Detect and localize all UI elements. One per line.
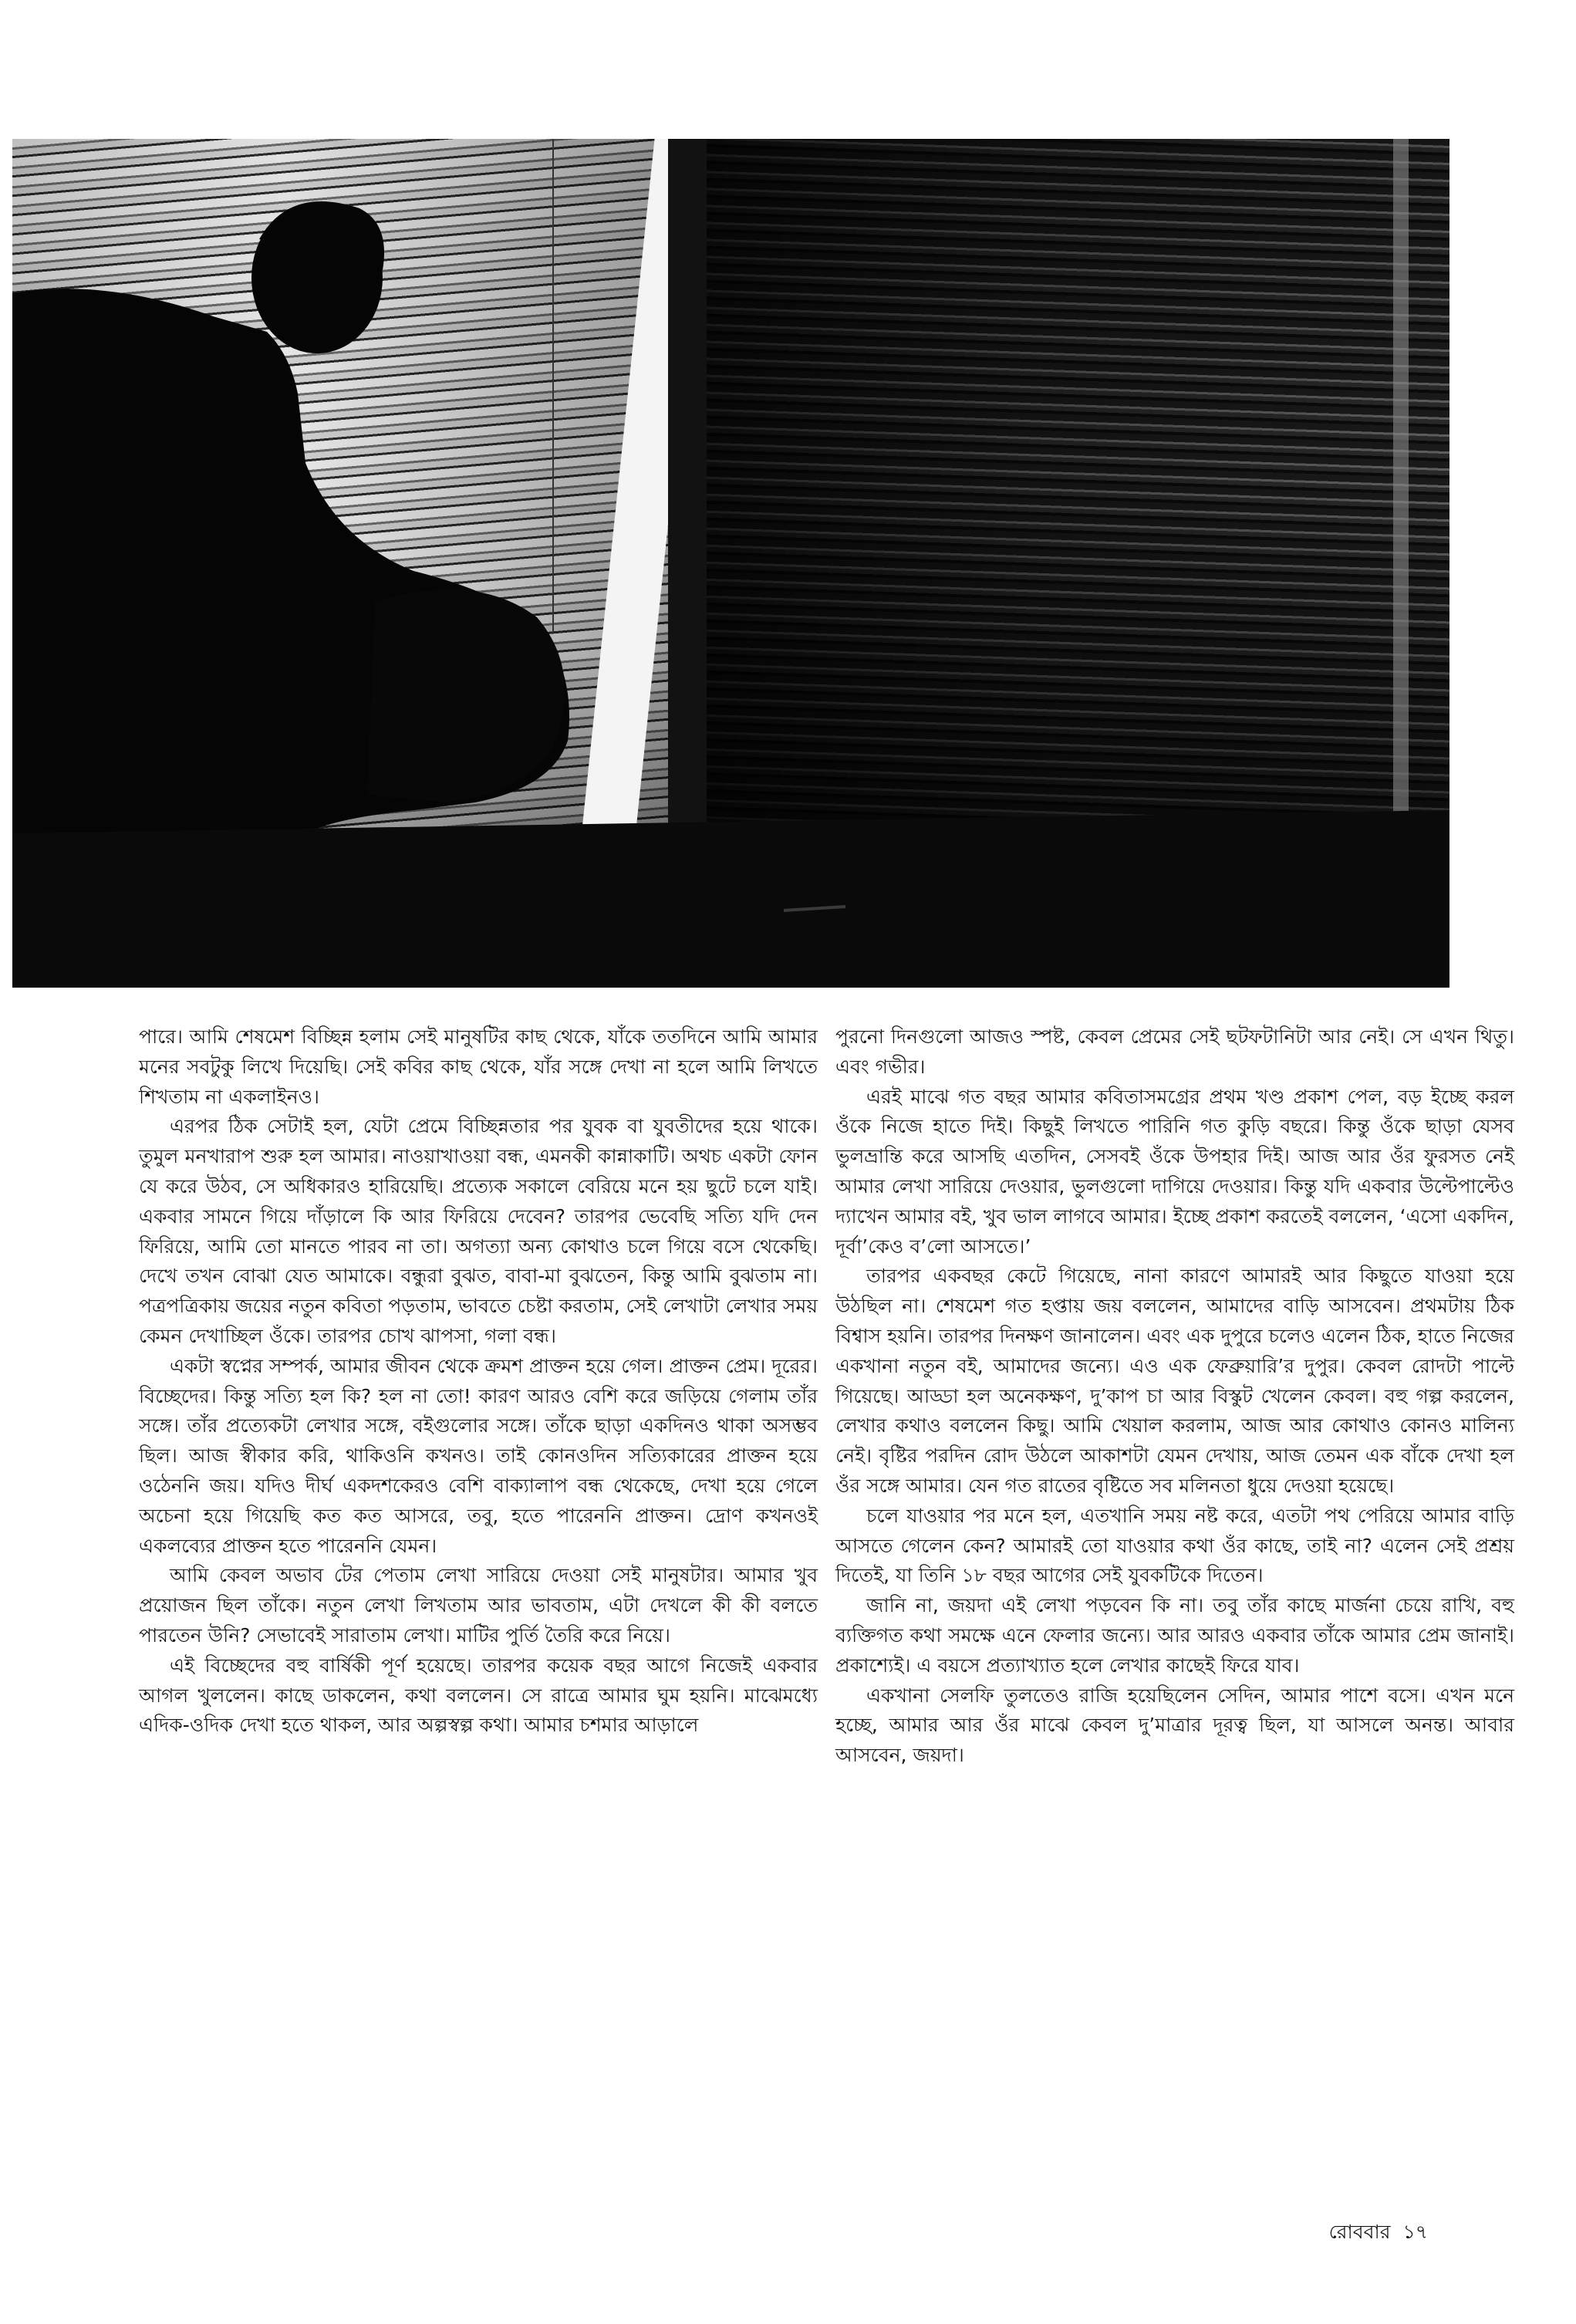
- paragraph: তারপর একবছর কেটে গিয়েছে, নানা কারণে আমারই আর কিছুতে যাওয়া হয়ে উঠছিল না। শেষমেশ গত হপ্তায় জয় বললেন, আমাদের বাড়ি আসবেন। প্রথমটায় ঠিক বিশ্বাস হয়নি। তারপর দিনক্ষণ জানালেন। এবং এক দুপুরে চলেও এলেন ঠিক, হাতে নিজের একখানা নতুন বই, আমাদের জন্যে। এও এক ফেব্রুয়ারি’র দুপুর। কেবল রোদটা পাল্টে গিয়েছে। আড্ডা হল অনেকক্ষণ, দু’কাপ চা আর বিস্কুট খেলেন কেবল। বহু গল্প করলেন, লেখার কথাও বললেন কিছু। আমি খেয়াল করলাম, আজ আর কোথাও কোনও মালিন্য নেই। বৃষ্টির পরদিন রোদ উঠলে আকাশটা যেমন দেখায়, আজ তেমন এক বাঁকে দেখা হল ওঁর সঙ্গে আমার। যেন গত রাতের বৃষ্টিতে সব মলিনতা ধুয়ে দেওয়া হয়েছে।: [835, 1265, 1514, 1497]
- paragraph: একখানা সেলফি তুলতেও রাজি হয়েছিলেন সেদিন, আমার পাশে বসে। এখন মনে হচ্ছে, আমার আর ওঁর মাঝে কেবল দু’মাত্রার দূরত্ব ছিল, যা আসলে অনন্ত। আবার আসবেন, জয়দা।: [835, 1684, 1514, 1767]
- publication-name: রোববার: [1328, 2221, 1391, 2243]
- paragraph: আমি কেবল অভাব টের পেতাম লেখা সারিয়ে দেওয়া সেই মানুষটার। আমার খুব প্রয়োজন ছিল তাঁকে। নতুন লেখা লিখতাম আর ভাবতাম, এটা দেখলে কী কী বলতে পারতেন উনি? সেভাবেই সারাতাম লেখা। মাটির পুর্তি তৈরি করে নিয়ে।: [139, 1564, 818, 1647]
- paragraph: পুরনো দিনগুলো আজও স্পষ্ট, কেবল প্রেমের সেই ছটফটানিটা আর নেই। সে এখন থিতু। এবং গভীর।: [835, 1025, 1514, 1078]
- paragraph: এরই মাঝে গত বছর আমার কবিতাসমগ্রের প্রথম খণ্ড প্রকাশ পেল, বড় ইচ্ছে করল ওঁকে নিজে হাতে দিই। কিছুই লিখতে পারিনি গত কুড়ি বছরে। কিন্তু ওঁকে ছাড়া যেসব ভুলভ্রান্তি করে আসছি এতদিন, সেসবই ওঁকে উপহার দিই। আজ আর ওঁর ফুরসত নেই আমার লেখা সারিয়ে দেওয়ার, ভুলগুলো দাগিয়ে দেওয়ার। কিন্তু যদি একবার উল্টেপাল্টেও দ্যাখেন আমার বই, খুব ভাল লাগবে আমার। ইচ্ছে প্রকাশ করতেই বললেন, ‘এসো একদিন, দূর্বা’কেও ব’লো আসতে।’: [835, 1085, 1514, 1258]
- paragraph: একটা স্বপ্নের সম্পর্ক, আমার জীবন থেকে ক্রমশ প্রাক্তন হয়ে গেল। প্রাক্তন প্রেম। দূরের। বিচ্ছেদের। কিন্তু সত্যি হল কি? হল না তো! কারণ আরও বেশি করে জড়িয়ে গেলাম তাঁর সঙ্গে। তাঁর প্রত্যেকটা লেখার সঙ্গে, বইগুলোর সঙ্গে। তাঁকে ছাড়া একদিনও থাকা অসম্ভব ছিল। আজ স্বীকার করি, থাকিওনি কখনও। তাই কোনওদিন সত্যিকারের প্রাক্তন হয়ে ওঠেননি জয়। যদিও দীর্ঘ একদশকেরও বেশি বাক্যালাপ বন্ধ থেকেছে, দেখা হয়ে গেলে অচেনা হয়ে গিয়েছি কত কত আসরে, তবু, হতে পারেননি প্রাক্তন। দ্রোণ কখনওই একলব্যের প্রাক্তন হতে পারেননি যেমন।: [139, 1354, 818, 1557]
- paragraph: এরপর ঠিক সেটাই হল, যেটা প্রেমে বিচ্ছিন্নতার পর যুবক বা যুবতীদের হয়ে থাকে। তুমুল মনখারাপ শুরু হল আমার। নাওয়াখাওয়া বন্ধ, এমনকী কান্নাকাটি। অথচ একটা ফোন যে করে উঠব, সে অধিকারও হারিয়েছি। প্রত্যেক সকালে বেরিয়ে মনে হয় ছুটে চলে যাই। একবার সামনে গিয়ে দাঁড়ালে কি আর ফিরিয়ে দেবেন? তারপর ভেবেছি সত্যি যদি দেন ফিরিয়ে, আমি তো মানতে পারব না তা। অগত্যা অন্য কোথাও চলে গিয়ে বসে থেকেছি। দেখে তখন বোঝা যেত আমাকে। বন্ধুরা বুঝত, বাবা-মা বুঝতেন, কিন্তু আমি বুঝতাম না। পত্রপত্রিকায় জয়ের নতুন কবিতা পড়তাম, ভাবতে চেষ্টা করতাম, সেই লেখাটা লেখার সময় কেমন দেখাচ্ছিল ওঁকে। তারপর চোখ ঝাপসা, গলা বন্ধ।: [139, 1115, 818, 1347]
- hero-photo: [12, 139, 1449, 988]
- paragraph: পারে। আমি শেষমেশ বিচ্ছিন্ন হলাম সেই মানুষটির কাছ থেকে, যাঁকে ততদিনে আমি আমার মনের সবটুকু লিখে দিয়েছি। সেই কবির কাছ থেকে, যাঁর সঙ্গে দেখা না হলে আমি লিখতে শিখতাম না একলাইনও।: [139, 1025, 818, 1108]
- paragraph: জানি না, জয়দা এই লেখা পড়বেন কি না। তবু তাঁর কাছে মার্জনা চেয়ে রাখি, বহু ব্যক্তিগত কথা সমক্ষে এনে ফেলার জন্যে। আর আরও একবার তাঁকে আমার প্রেম জানাই। প্রকাশ্যেই। এ বয়সে প্রত্যাখ্যাত হলে লেখার কাছেই ফিরে যাব।: [835, 1594, 1514, 1677]
- article-column-right: [835, 1022, 1514, 1771]
- paragraph: এই বিচ্ছেদের বহু বার্ষিকী পূর্ণ হয়েছে। তারপর কয়েক বছর আগে নিজেই একবার আগল খুললেন। কাছে ডাকলেন, কথা বললেন। সে রাত্রে আমার ঘুম হয়নি। মাঝেমধ্যে এদিক-ওদিক দেখা হতে থাকল, আর অল্পস্বল্প কথা। আমার চশমার আড়ালে: [139, 1653, 818, 1737]
- page-number: ১৭: [1402, 2221, 1428, 2243]
- paragraph: চলে যাওয়ার পর মনে হল, এতখানি সময় নষ্ট করে, এতটা পথ পেরিয়ে আমার বাড়ি আসতে গেলেন কেন? আমারই তো যাওয়ার কথা ওঁর কাছে, তাই না? এলেন সেই প্রশ্রয় দিতেই, যা তিনি ১৮ বছর আগের সেই যুবকটিকে দিতেন।: [835, 1504, 1514, 1587]
- article-column-left: [139, 1022, 818, 1741]
- person-silhouette-icon: [12, 139, 1449, 988]
- page-folio: [1329, 2217, 1428, 2250]
